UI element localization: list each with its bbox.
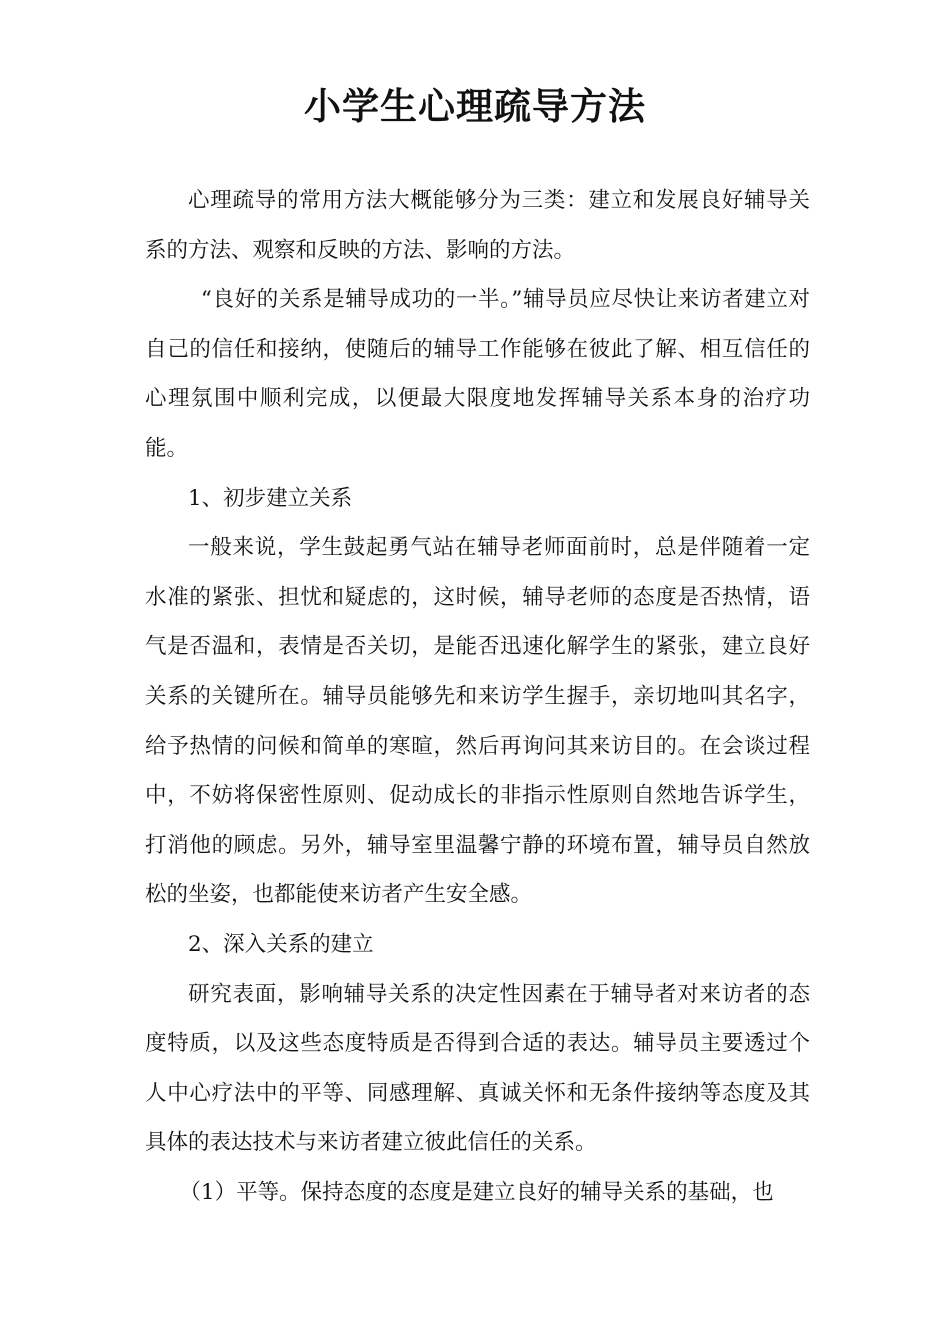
- paragraph-initial-relationship: 一般来说，学生鼓起勇气站在辅导老师面前时，总是伴随着一定水准的紧张、担忧和疑虑的，这时候，辅导老师的态度是否热情，语气是否温和，表情是否关切，是能否迅速化解学生的紧张，建立良好关系的关键所在。辅导员能够先和来访学生握手，亲切地叫其名字，给予热情的问候和简单的寒暄，然后再询问其来访目的。在会谈过程中，不妨将保密性原则、促动成长的非指示性原则自然地告诉学生，打消他的顾虑。另外，辅导室里温馨宁静的环境布置，辅导员自然放松的坐姿，也都能使来访者产生安全感。: [145, 535, 810, 908]
- section-heading-deep-relationship: 2、深入关系的建立: [188, 931, 374, 957]
- paragraph-deep-relationship: 研究表面，影响辅导关系的决定性因素在于辅导者对来访者的态度特质，以及这些态度特质是否得到合适的表达。辅导员主要透过个人中心疗法中的平等、同感理解、真诚关怀和无条件接纳等态度及其具体的表达技术与来访者建立彼此信任的关系。: [145, 981, 810, 1156]
- document-body: [145, 176, 810, 1217]
- section-heading-initial-relationship: 1、初步建立关系: [188, 485, 353, 511]
- paragraph-equality: （1）平等。保持态度的态度是建立良好的辅导关系的基础，也: [179, 1179, 774, 1205]
- paragraph-intro: 心理疏导的常用方法大概能够分为三类：建立和发展良好辅导关系的方法、观察和反映的方法、影响的方法。: [145, 188, 810, 263]
- paragraph-relationship-quote: “良好的关系是辅导成功的一半。”辅导员应尽快让来访者建立对自己的信任和接纳，使随后的辅导工作能够在彼此了解、相互信任的心理氛围中顺利完成，以便最大限度地发挥辅导关系本身的治疗功能。: [145, 287, 810, 461]
- document-title: 小学生心理疏导方法: [304, 85, 646, 128]
